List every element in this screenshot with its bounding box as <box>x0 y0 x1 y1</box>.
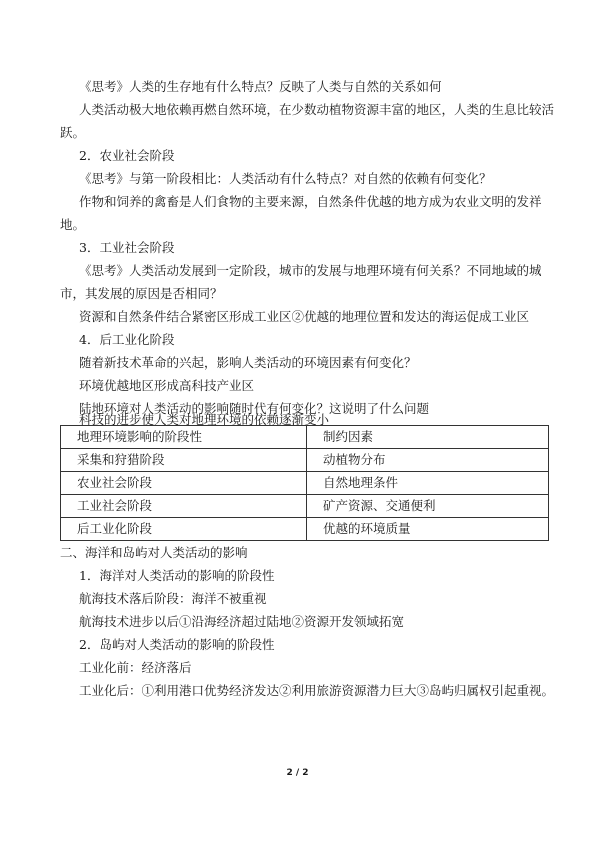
section-2-sub-2-heading: 2．岛屿对人类活动的影响的阶段性 <box>79 637 275 652</box>
section-2-sub-1-line-2: 航海技术进步以后①沿海经济超过陆地②资源开发领域拓宽 <box>79 614 405 629</box>
think-answer-1-line-2: 跃。 <box>60 125 86 140</box>
table-cell: 矿产资源、交通便利 <box>307 495 549 518</box>
table-cell: 制约因素 <box>307 426 549 449</box>
stage-4-question: 随着新技术革命的兴起，影响人类活动的环境因素有何变化？ <box>79 355 417 370</box>
table-cell: 采集和狩猎阶段 <box>61 449 307 472</box>
table-row <box>61 426 549 449</box>
table-cell: 地理环境影响的阶段性 <box>61 426 307 449</box>
section-2-sub-2-line-1: 工业化前：经济落后 <box>79 660 192 675</box>
stage-2-question: 《思考》与第一阶段相比：人类活动有什么特点？对自然的依赖有何变化？ <box>79 171 492 186</box>
stage-2-answer-line-2: 地。 <box>60 217 86 232</box>
table-row <box>61 495 549 518</box>
stage-2-heading: 2．农业社会阶段 <box>79 148 175 163</box>
table-row <box>61 472 549 495</box>
section-2-sub-2-line-2: 工业化后：①利用港口优势经济发达②利用旅游资源潜力巨大③岛屿归属权引起重视。 <box>79 683 555 698</box>
stage-3-answer: 资源和自然条件结合紧密区形成工业区②优越的地理位置和发达的海运促成工业区 <box>79 309 530 324</box>
table-row <box>61 449 549 472</box>
table-cell: 优越的环境质量 <box>307 518 549 541</box>
section-2-heading: 二、海洋和岛屿对人类活动的影响 <box>60 545 248 560</box>
table-row <box>61 518 549 541</box>
section-2-sub-1-line-1: 航海技术落后阶段：海洋不被重视 <box>79 591 267 606</box>
stage-factor-table <box>60 425 549 541</box>
stage-3-heading: 3．工业社会阶段 <box>79 240 175 255</box>
table-cell: 自然地理条件 <box>307 472 549 495</box>
stage-2-answer-line-1: 作物和饲养的禽畜是人们食物的主要来源，自然条件优越的地方成为农业文明的发祥 <box>79 194 542 209</box>
table-cell: 动植物分布 <box>307 449 549 472</box>
table-cell: 农业社会阶段 <box>61 472 307 495</box>
stage-3-question-line-1: 《思考》人类活动发展到一定阶段，城市的发展与地理环境有何关系？不同地域的城 <box>79 263 542 278</box>
stage-4-answer-2: 科技的进步使人类对地理环境的依赖逐渐变小 <box>79 412 330 427</box>
table-cell: 工业社会阶段 <box>61 495 307 518</box>
stage-4-answer: 环境优越地区形成高科技产业区 <box>79 378 255 393</box>
page-number: 2 / 2 <box>286 768 309 778</box>
table-cell: 后工业化阶段 <box>61 518 307 541</box>
stage-4-question-2: 陆地环境对人类活动的影响随时代有何变化？这说明了什么问题 <box>79 401 430 416</box>
think-answer-1-line-1: 人类活动极大地依赖再燃自然环境，在少数动植物资源丰富的地区，人类的生息比较活 <box>79 102 555 117</box>
stage-4-heading: 4．后工业化阶段 <box>79 332 175 347</box>
think-question-1: 《思考》人类的生存地有什么特点？反映了人类与自然的关系如何 <box>79 79 442 94</box>
stage-3-question-line-2: 市，其发展的原因是否相同？ <box>60 286 223 301</box>
section-2-sub-1-heading: 1．海洋对人类活动的影响的阶段性 <box>79 568 275 583</box>
